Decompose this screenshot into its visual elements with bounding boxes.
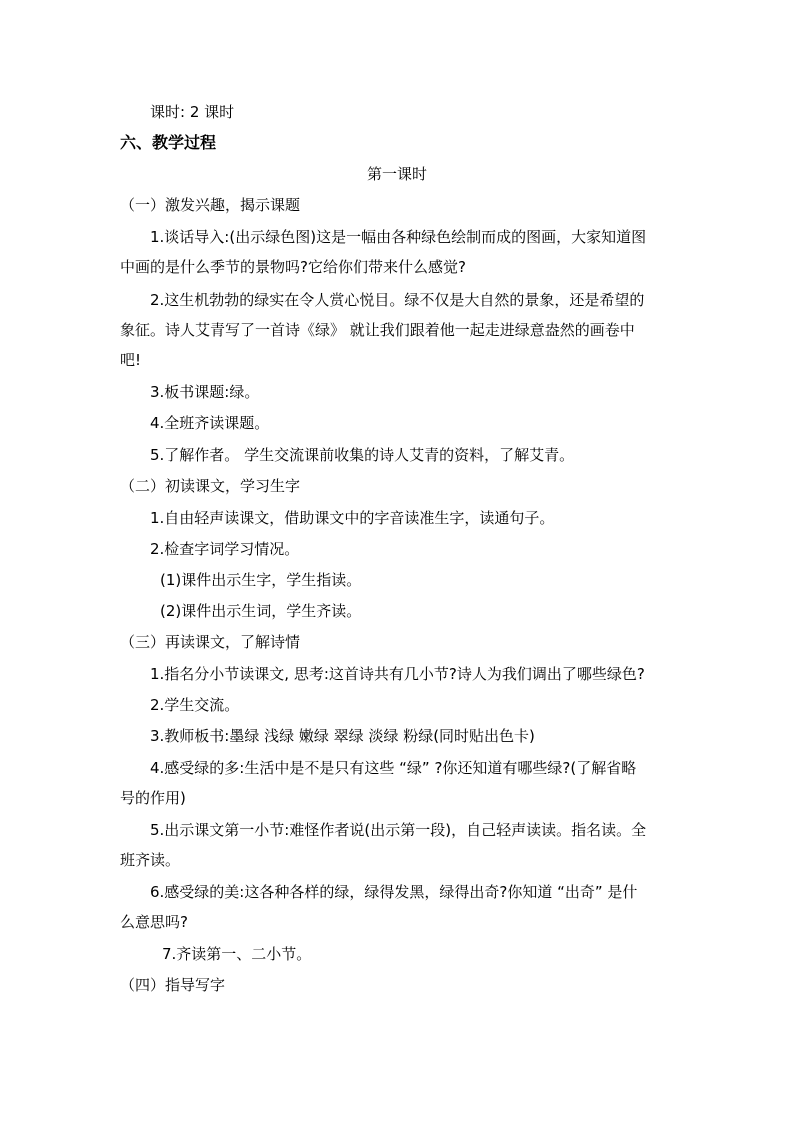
section-six-heading: 六、教学过程: [120, 133, 217, 152]
part1-item5: 5.了解作者。 学生交流课前收集的诗人艾青的资料，了解艾青。: [150, 446, 575, 464]
part2-sub2: (2)课件出示生词，学生齐读。: [160, 602, 362, 620]
part1-item3: 3.板书课题:绿。: [150, 383, 260, 401]
part3-item5-line1: 5.出示课文第一小节:难怪作者说(出示第一段)，自己轻声读读。指名读。全: [150, 821, 647, 839]
part2-heading: （二）初读课文，学习生字: [120, 477, 301, 495]
part1-item2-line2: 象征。诗人艾青写了一首诗《绿》 就让我们跟着他一起走进绿意盎然的画卷中: [120, 321, 635, 339]
part3-item1: 1.指名分小节读课文, 思考:这首诗共有几小节?诗人为我们调出了哪些绿色?: [150, 665, 645, 683]
part1-item1-line1: 1.谈话导入:(出示绿色图)这是一幅由各种绿色绘制而成的图画，大家知道图: [150, 228, 647, 246]
part1-item2-line3: 吧!: [120, 351, 142, 369]
part3-item2: 2.学生交流。: [150, 696, 240, 714]
part2-item2: 2.检查字词学习情况。: [150, 540, 300, 558]
part3-item5-line2: 班齐读。: [120, 851, 181, 869]
part3-item7: 7.齐读第一、二小节。: [162, 945, 312, 963]
part4-heading: （四）指导写字: [120, 976, 226, 994]
part1-item2-line1: 2.这生机勃勃的绿实在令人赏心悦目。绿不仅是大自然的景象，还是希望的: [150, 291, 645, 309]
part1-heading: （一）激发兴趣，揭示课题: [120, 196, 301, 214]
part2-item1: 1.自由轻声读课文，借助课文中的字音读准生字，读通句子。: [150, 509, 555, 527]
part2-sub1: (1)课件出示生字，学生指读。: [160, 571, 362, 589]
part3-heading: （三）再读课文，了解诗情: [120, 633, 301, 651]
part1-item4: 4.全班齐读课题。: [150, 414, 270, 432]
part3-item4-line1: 4.感受绿的多:生活中是不是只有这些 “绿” ?你还知道有哪些绿?(了解省略: [150, 759, 637, 777]
part3-item4-line2: 号的作用): [120, 789, 186, 807]
lesson-hours: 课时: 2 课时: [150, 103, 235, 121]
session-title: 第一课时: [366, 165, 427, 183]
part3-item3: 3.教师板书:墨绿 浅绿 嫩绿 翠绿 淡绿 粉绿(同时贴出色卡): [150, 727, 535, 745]
part3-item6-line1: 6.感受绿的美:这各种各样的绿，绿得发黑，绿得出奇?你知道 “出奇” 是什: [150, 883, 638, 901]
part1-item1-line2: 中画的是什么季节的景物吗?它给你们带来什么感觉?: [120, 258, 466, 276]
part3-item6-line2: 么意思吗?: [120, 913, 188, 931]
